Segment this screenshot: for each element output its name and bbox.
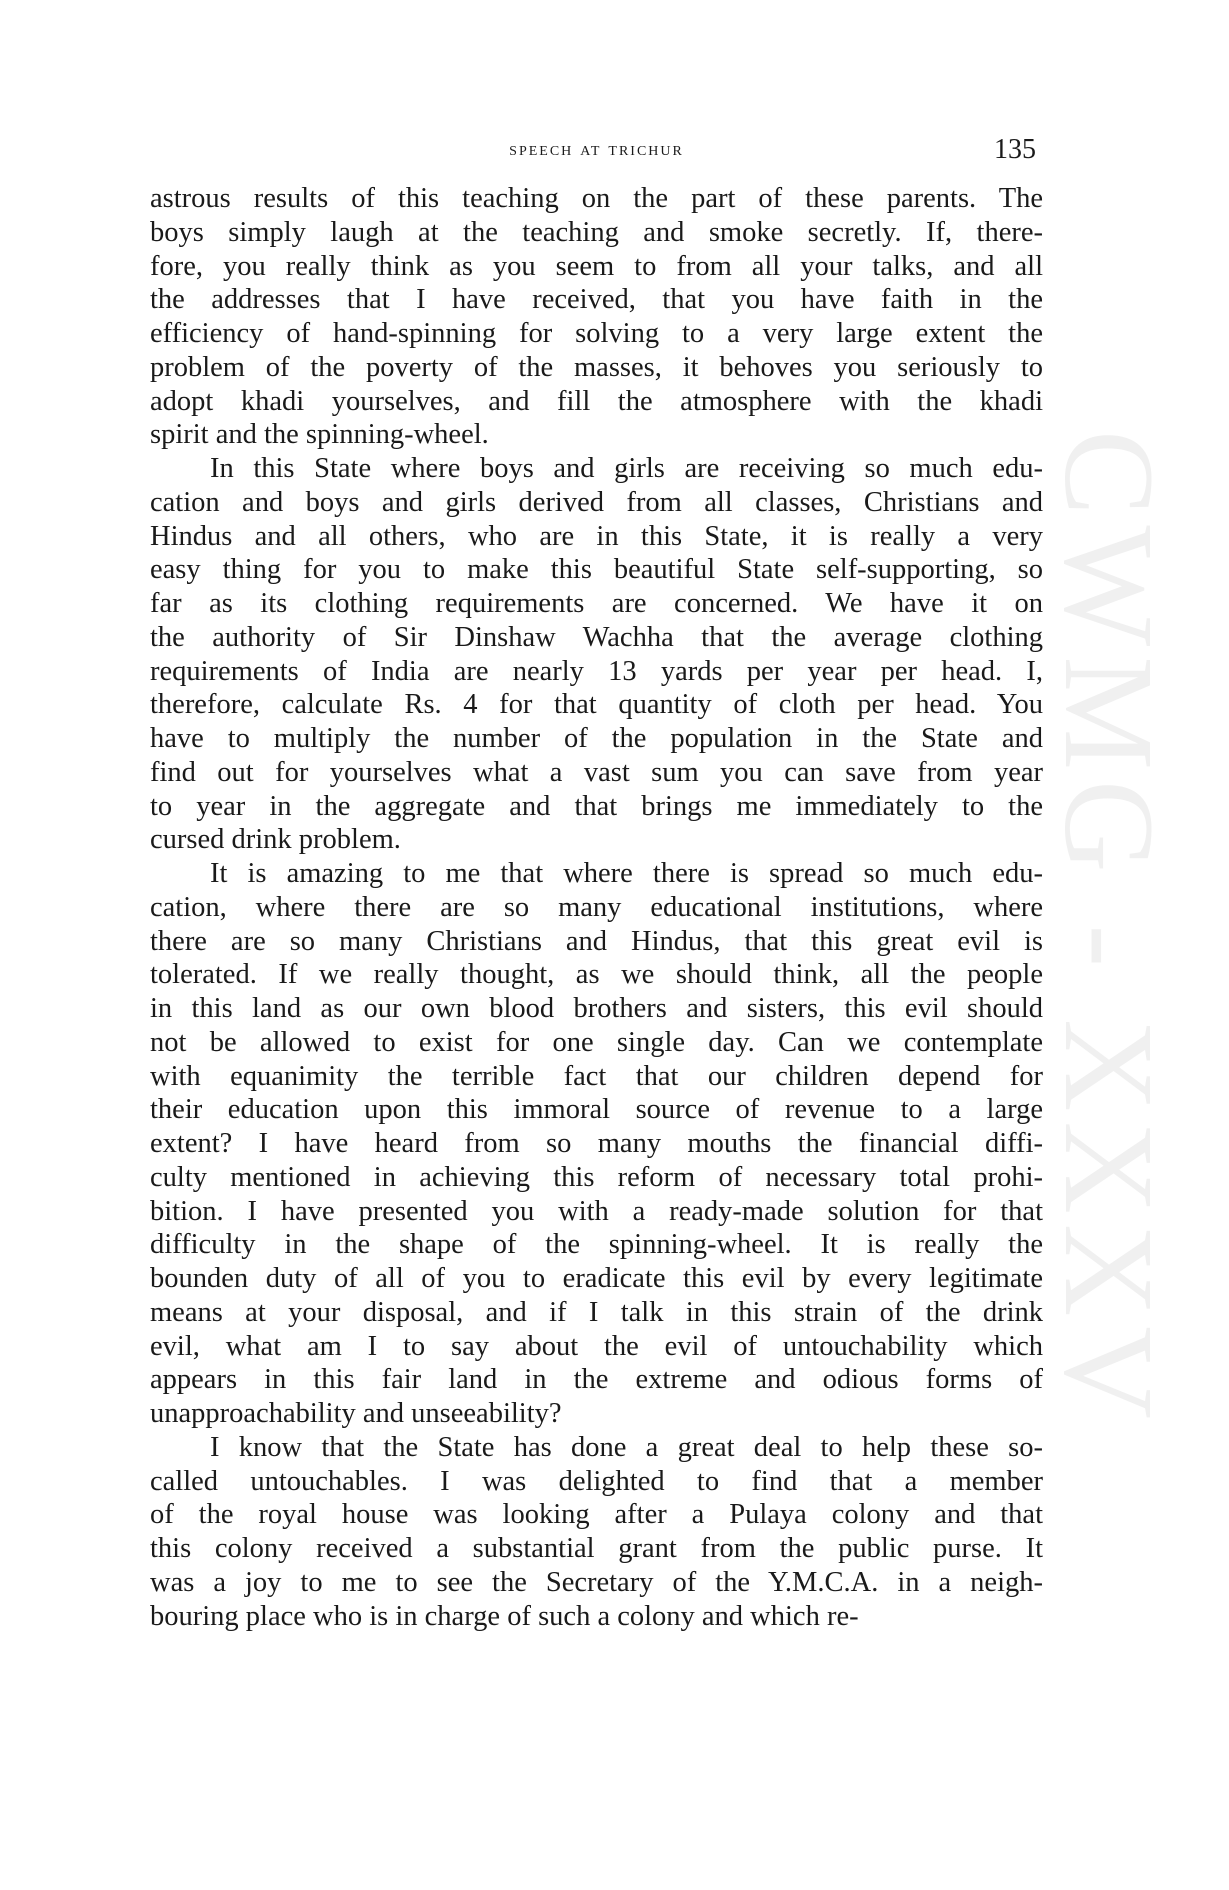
text-line: evil, what am I to say about the evil of untouchability which [150, 1330, 1043, 1362]
text-line: bounden duty of all of you to eradicate this evil by every legitimate [150, 1263, 1043, 1294]
text-line: not be allowed to exist for one single day. Can we contemplate [150, 1026, 1043, 1058]
text-line: have to multiply the number of the population in the State and [150, 723, 1043, 754]
text-line: therefore, calculate Rs. 4 for that quantity of cloth per head. You [150, 689, 1043, 721]
paragraph [150, 1431, 1043, 1634]
text-line: means at your disposal, and if I talk in this strain of the drink [150, 1296, 1043, 1328]
text-line: to year in the aggregate and that brings me immediately to the [150, 790, 1043, 822]
text-line: tolerated. If we really thought, as we should think, all the people [150, 959, 1043, 991]
text-line: In this State where boys and girls are receiving so much edu- [210, 453, 1043, 484]
text-line: appears in this fair land in the extreme and odious forms of [150, 1364, 1043, 1396]
text-line: astrous results of this teaching on the part of these parents. The [150, 183, 1043, 214]
cwmg-watermark [1038, 430, 1180, 1470]
text-line: easy thing for you to make this beautiful State self-supporting, so [150, 554, 1043, 586]
text-line: find out for yourselves what a vast sum you can save from year [150, 756, 1043, 788]
text-line: of the royal house was looking after a Pulaya colony and that [150, 1499, 1043, 1531]
text-line: in this land as our own blood brothers and sisters, this evil should [150, 993, 1043, 1024]
text-line: called untouchables. I was delighted to find that a member [150, 1465, 1043, 1497]
text-line: Hindus and all others, who are in this State, it is really a very [150, 520, 1043, 552]
text-line: boys simply laugh at the teaching and smoke secretly. If, there- [150, 216, 1043, 248]
text-line: culty mentioned in achieving this reform of necessary total prohi- [150, 1161, 1043, 1193]
text-line: this colony received a substantial grant from the public purse. It [150, 1533, 1043, 1564]
running-title: speech at trichur [509, 138, 684, 160]
text-line: cation and boys and girls derived from all classes, Christians and [150, 486, 1043, 518]
page-number: 135 [994, 134, 1036, 165]
text-line: cation, where there are so many educational institutions, where [150, 891, 1043, 923]
text-line: I know that the State has done a great deal to help these so- [210, 1431, 1043, 1463]
text-line: was a joy to me to see the Secretary of the Y.M.C.A. in a neigh- [150, 1566, 1043, 1598]
text-line: adopt khadi yourselves, and fill the atmosphere with the khadi [150, 385, 1043, 417]
text-line: with equanimity the terrible fact that our children depend for [150, 1060, 1043, 1092]
text-line: cursed drink problem. [150, 824, 401, 856]
paragraph [150, 857, 1043, 1431]
text-line: their education upon this immoral source of revenue to a large [150, 1094, 1043, 1126]
text-line: spirit and the spinning-wheel. [150, 419, 489, 451]
text-line: efficiency of hand-spinning for solving to a very large extent the [150, 318, 1043, 349]
text-line: extent? I have heard from so many mouths the financial diffi- [150, 1128, 1043, 1159]
running-head [150, 134, 1043, 170]
body-text [150, 182, 1043, 1633]
text-line: difficulty in the shape of the spinning-wheel. It is really the [150, 1229, 1043, 1261]
text-line: the addresses that I have received, that you have faith in the [150, 284, 1043, 316]
text-line: bouring place who is in charge of such a colony and which re- [150, 1600, 859, 1632]
text-line: bition. I have presented you with a ready-made solution for that [150, 1195, 1043, 1227]
text-line: It is amazing to me that where there is spread so much edu- [210, 858, 1043, 889]
text-line: far as its clothing requirements are concerned. We have it on [150, 588, 1043, 619]
watermark-text: CWMG - XXXV [1038, 430, 1180, 1429]
text-line: fore, you really think as you seem to from all your talks, and all [150, 250, 1043, 282]
text-line: problem of the poverty of the masses, it behoves you seriously to [150, 351, 1043, 383]
text-line: the authority of Sir Dinshaw Wachha that the average clothing [150, 621, 1043, 653]
text-line: there are so many Christians and Hindus, that this great evil is [150, 925, 1043, 957]
text-line: unapproachability and unseeability? [150, 1398, 562, 1429]
paragraph [150, 182, 1043, 452]
text-line: requirements of India are nearly 13 yards per year per head. I, [150, 655, 1043, 687]
paragraph [150, 452, 1043, 857]
